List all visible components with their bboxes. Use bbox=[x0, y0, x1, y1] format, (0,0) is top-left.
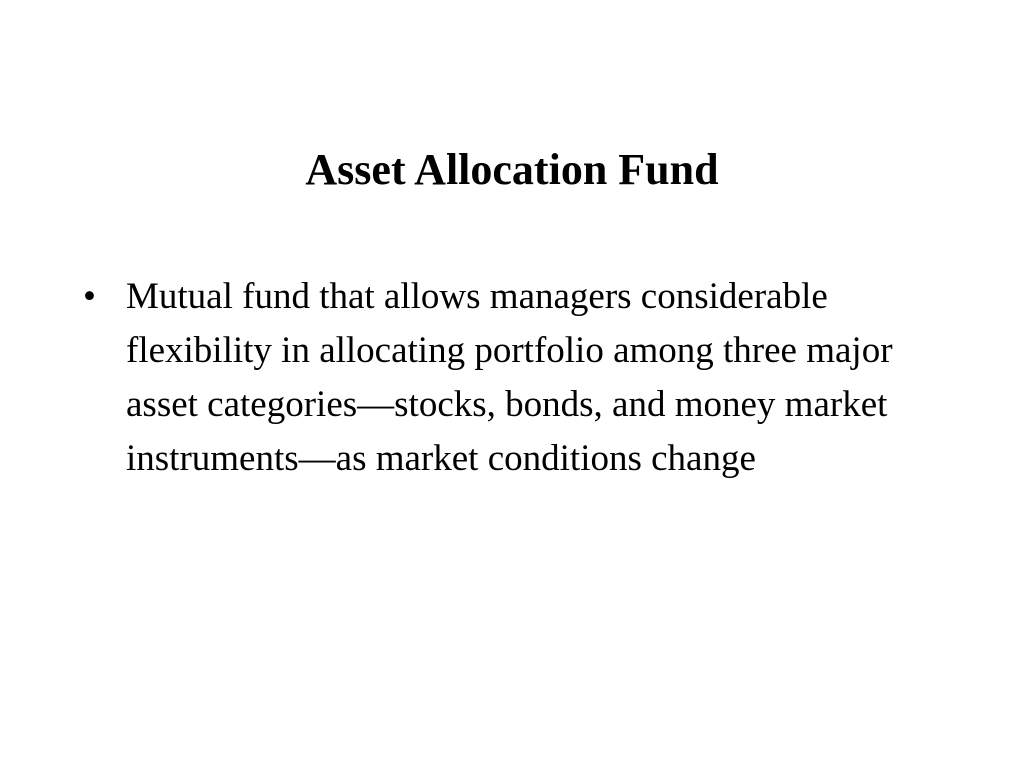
bullet-marker: • bbox=[83, 276, 96, 317]
bullet-item bbox=[83, 270, 963, 486]
bullet-list bbox=[83, 270, 963, 486]
slide-title: Asset Allocation Fund bbox=[305, 145, 719, 194]
bullet-text: Mutual fund that allows managers considerable flexibility in allocating portfolio among three major asset categories—stocks, bonds, and money market instruments—as market conditions change bbox=[126, 276, 893, 479]
